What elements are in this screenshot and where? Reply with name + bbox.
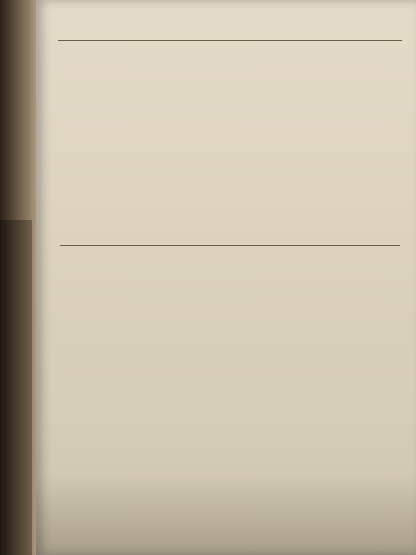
- page-shadow: [36, 475, 416, 555]
- facing-page-edge: [0, 220, 32, 555]
- table-of-contents-page: [36, 0, 416, 555]
- page-header: [58, 24, 402, 41]
- section-divider: [60, 245, 400, 246]
